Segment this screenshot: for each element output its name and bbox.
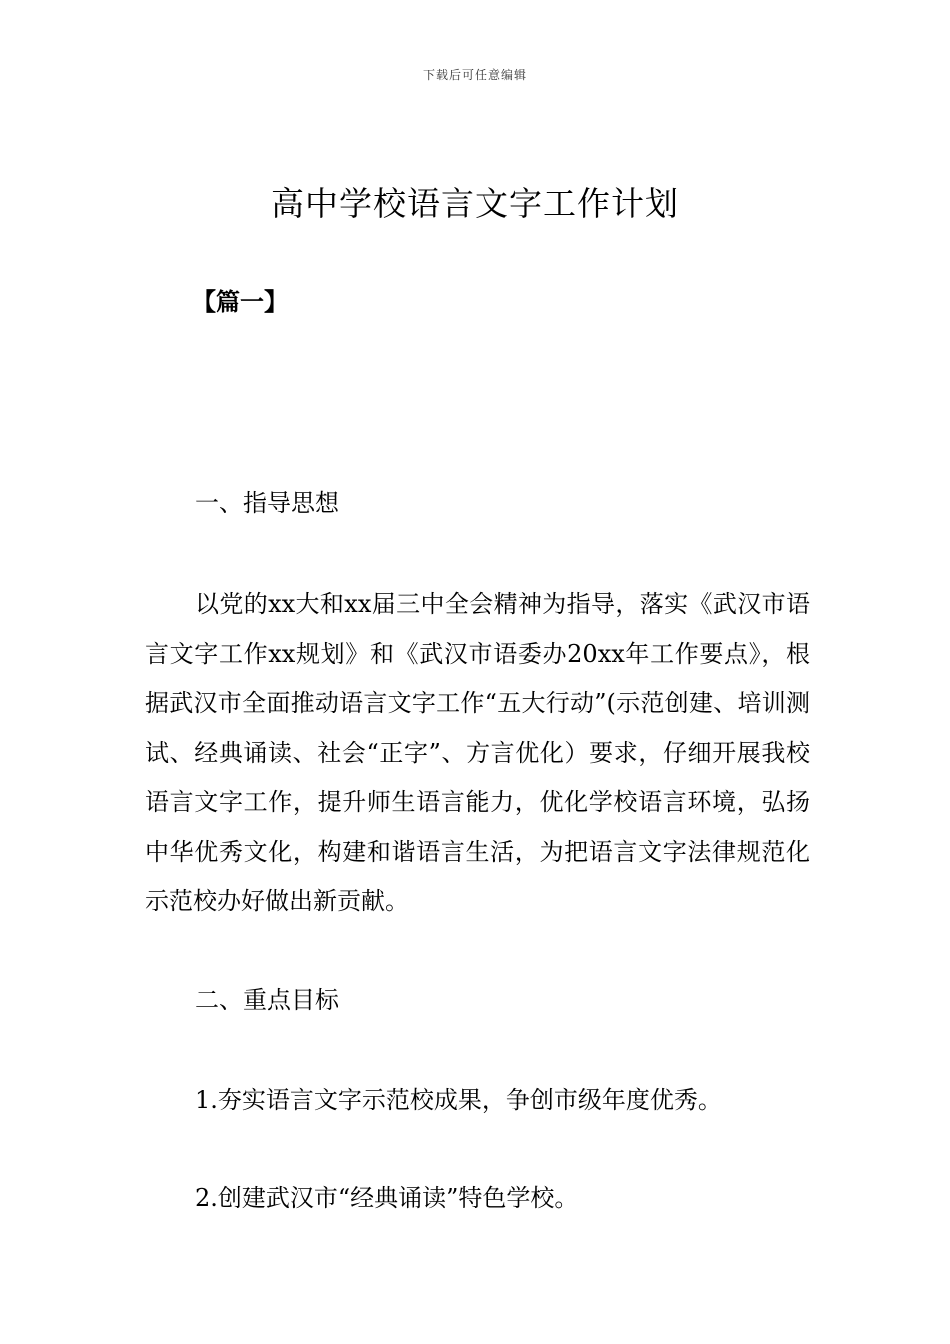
section-heading-key-goals: 二、重点目标 bbox=[195, 986, 339, 1014]
part-label: 【篇一】 bbox=[192, 288, 288, 316]
section-heading-guiding-ideology: 一、指导思想 bbox=[195, 489, 339, 517]
header-note: 下载后可任意编辑 bbox=[422, 68, 527, 82]
section-body-paragraph: 以党的xx大和xx届三中全会精神为指导，落实《武汉市语言文字工作xx规划》和《武汉市语委办20xx年工作要点》，根据武汉市全面推动语言文字工作“五大行动”(示范创建、培训测试、经典诵读、社会“正字”、方言优化）要求，仔细开展我校语言文字工作，提升师生语言能力，优化学校语言环境，弘扬中华优秀文化，构建和谐语言生活，为把语言文字法律规范化示范校办好做出新贡献。 bbox=[145, 590, 810, 915]
document-title: 高中学校语言文字工作计划 bbox=[271, 184, 679, 223]
goal-item: 2.创建武汉市“经典诵读”特色学校。 bbox=[195, 1184, 579, 1212]
goal-item: 1.夯实语言文字示范校成果，争创市级年度优秀。 bbox=[195, 1086, 722, 1114]
